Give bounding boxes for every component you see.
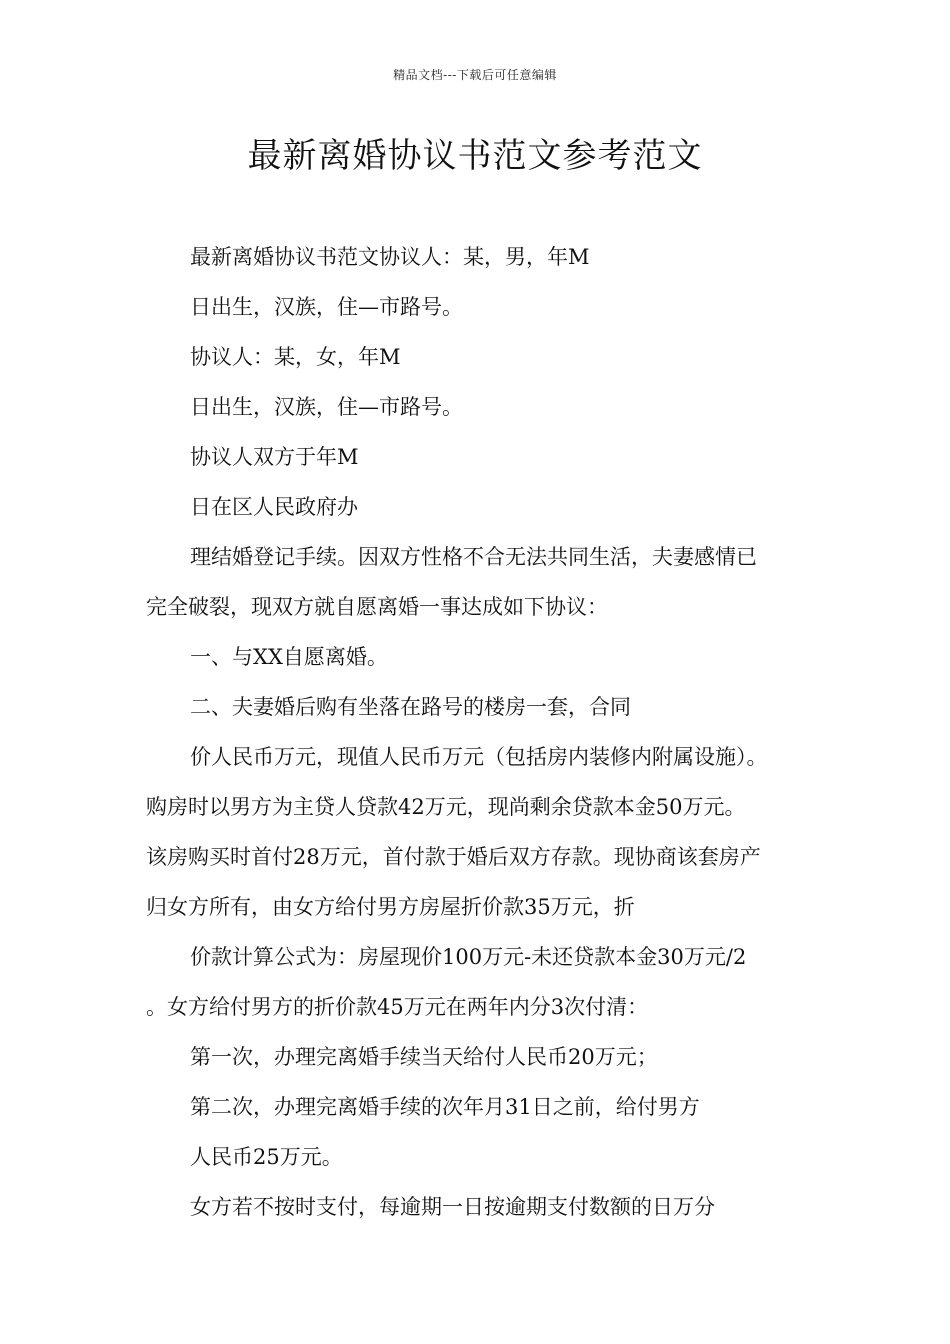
text-line: 日出生，汉族，住—市路号。: [190, 295, 463, 319]
text-line: 人民币25万元。: [190, 1145, 343, 1169]
text-line: 日在区人民政府办: [190, 495, 358, 519]
text-line: 该房购买时首付28万元，首付款于婚后双方存款。现协商该套房产: [146, 845, 761, 869]
text-line: 女方若不按时支付，每逾期一日按逾期支付数额的日万分: [190, 1195, 715, 1219]
text-line: 价款计算公式为：房屋现价100万元-未还贷款本金30万元/2: [190, 945, 747, 969]
text-line: 购房时以男方为主贷人贷款42万元，现尚剩余贷款本金50万元。: [146, 795, 746, 819]
document-title: 最新离婚协议书范文参考范文: [247, 136, 703, 176]
text-line: 最新离婚协议书范文协议人：某，男，年M: [190, 245, 590, 269]
text-line: 完全破裂，现双方就自愿离婚一事达成如下协议：: [146, 595, 608, 619]
text-line: 日出生，汉族，住—市路号。: [190, 395, 463, 419]
header-note: 精品文档---下载后可任意编辑: [393, 68, 557, 82]
text-line: 协议人双方于年M: [190, 445, 359, 469]
text-line: 第一次，办理完离婚手续当天给付人民币20万元；: [190, 1045, 658, 1069]
text-line: 价人民币万元，现值人民币万元（包括房内装修内附属设施）。: [190, 745, 768, 769]
text-line: 协议人：某，女，年M: [190, 345, 401, 369]
text-line: 二、夫妻婚后购有坐落在路号的楼房一套，合同: [190, 695, 631, 719]
text-line: 一、与XX自愿离婚。: [190, 645, 388, 669]
text-line: 理结婚登记手续。因双方性格不合无法共同生活，夫妻感情已: [190, 545, 757, 569]
text-line: 第二次，办理完离婚手续的次年月31日之前，给付男方: [190, 1095, 700, 1119]
document-body: [146, 232, 814, 1232]
text-line: 归女方所有，由女方给付男方房屋折价款35万元，折: [146, 895, 635, 919]
text-line: 。女方给付男方的折价款45万元在两年内分3次付清：: [146, 995, 649, 1019]
